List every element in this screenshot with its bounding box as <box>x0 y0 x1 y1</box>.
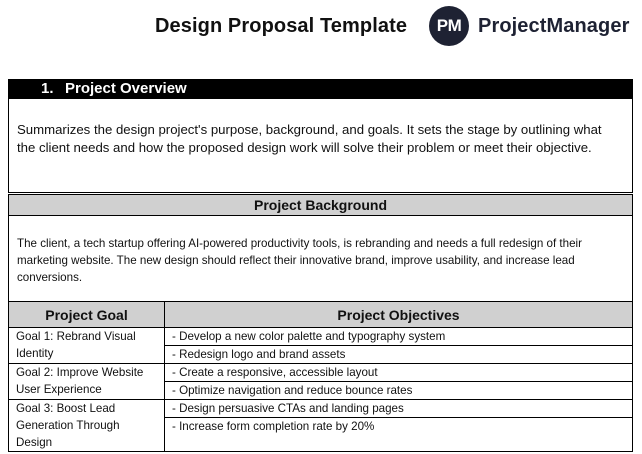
section-number: 1. <box>41 80 54 97</box>
section-header <box>8 79 633 99</box>
goals-table <box>8 301 633 452</box>
objective-cell: - Design persuasive CTAs and landing pages <box>165 400 633 418</box>
table-row <box>9 328 633 346</box>
objective-cell: - Redesign logo and brand assets <box>165 346 633 364</box>
overview-description: Summarizes the design project's purpose, background, and goals. It sets the stage by outlining what the client needs and how the proposed design work will solve their problem or meet their objective. <box>17 122 602 155</box>
objective-cell: - Develop a new color palette and typography system <box>165 328 633 346</box>
page-title: Design Proposal Template <box>155 15 408 37</box>
objectives-column-header: Project Objectives <box>165 302 633 328</box>
goal-cell: Goal 2: Improve Website User Experience <box>9 364 165 400</box>
objective-cell: - Increase form completion rate by 20% <box>165 418 633 452</box>
background-text: The client, a tech startup offering AI-powered productivity tools, is rebranding and needs a full redesign of their marketing website. The new design should reflect their innovative brand, improve usability, and increase lead conversions. <box>17 237 582 284</box>
logo-mark-icon: PM <box>429 6 469 46</box>
overview-box <box>8 99 633 193</box>
objective-cell: - Create a responsive, accessible layout <box>165 364 633 382</box>
brand-logo <box>429 6 629 46</box>
background-box <box>8 194 633 302</box>
goal-cell: Goal 3: Boost Lead Generation Through Design <box>9 400 165 452</box>
objective-cell: - Optimize navigation and reduce bounce rates <box>165 382 633 400</box>
logo-text: ProjectManager <box>478 14 630 37</box>
goal-column-header: Project Goal <box>9 302 165 328</box>
section-heading: Project Overview <box>65 80 187 97</box>
background-heading: Project Background <box>9 195 632 216</box>
table-row <box>9 364 633 382</box>
goal-cell: Goal 1: Rebrand Visual Identity <box>9 328 165 364</box>
table-row <box>9 400 633 418</box>
